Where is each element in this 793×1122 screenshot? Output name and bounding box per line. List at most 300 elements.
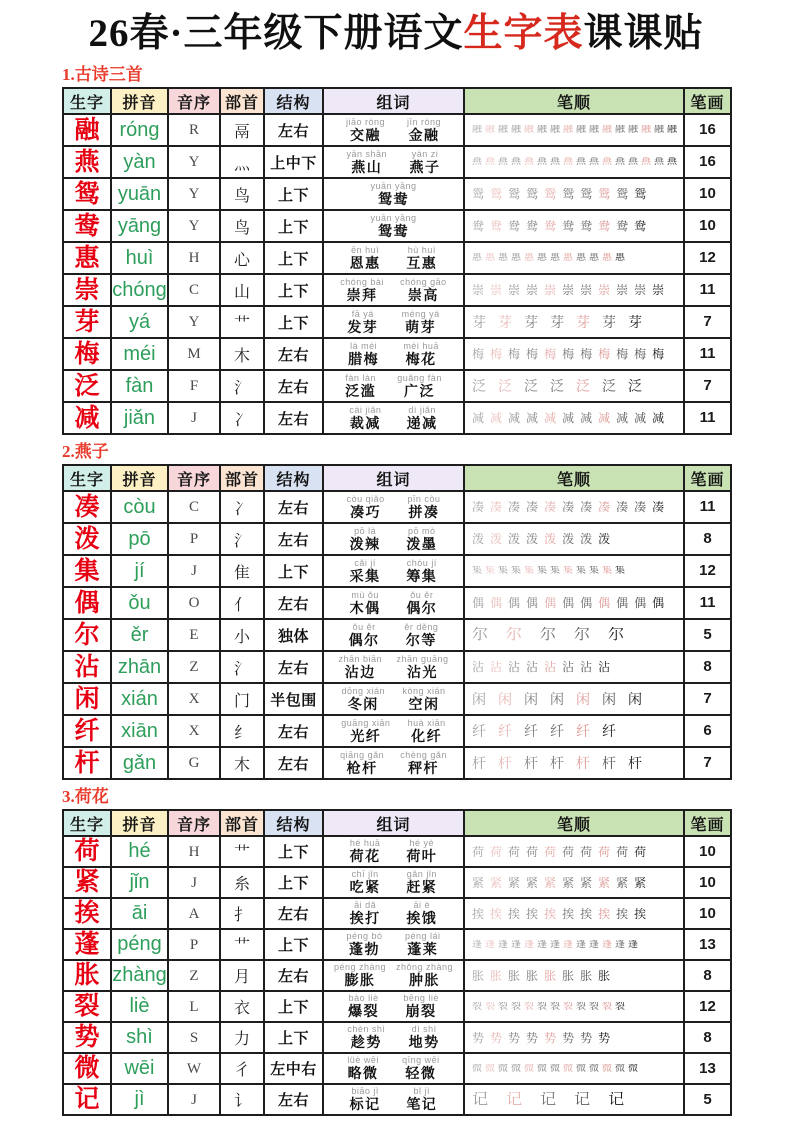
- initial-letter: F: [189, 378, 199, 394]
- word-text: 泼墨: [406, 535, 438, 552]
- stroke-step-glyph: 燕: [641, 157, 651, 167]
- stroke-order-sequence: [465, 627, 683, 643]
- initial-cell: [168, 1084, 220, 1115]
- stroke-step-glyph: 减: [562, 412, 575, 424]
- radical-text: 彳: [233, 1062, 250, 1079]
- structure-text: 上下: [277, 563, 309, 581]
- stroke-order-sequence: [465, 157, 683, 167]
- word-pinyin: yàn zi: [411, 148, 439, 159]
- stroke-step-glyph: 减: [508, 412, 521, 424]
- word-list: [324, 591, 463, 616]
- stroke-order-cell: [464, 836, 684, 867]
- word-text: 笔记: [406, 1096, 438, 1112]
- words-cell: [323, 1053, 464, 1084]
- stroke-order-cell: [464, 929, 684, 960]
- radical-text: 鸟: [233, 187, 250, 205]
- char-cell: [63, 747, 111, 779]
- stroke-order-cell: [464, 242, 684, 274]
- words-cell: [323, 898, 464, 929]
- word-pinyin: ǒu ěr: [352, 621, 376, 632]
- stroke-step-glyph: 泛: [498, 379, 512, 393]
- words-cell: [323, 242, 464, 274]
- words-cell: [323, 960, 464, 991]
- stroke-count-cell: [684, 274, 731, 306]
- stroke-step-glyph: 减: [652, 412, 665, 424]
- initial-cell: [168, 651, 220, 683]
- structure-text: 左右: [277, 410, 309, 428]
- word-text: 崩裂: [405, 1003, 437, 1019]
- word-list: [324, 278, 463, 303]
- word-pinyin: cǎi jí: [354, 557, 376, 568]
- stroke-order-cell: [464, 178, 684, 210]
- radical-cell: [220, 747, 264, 779]
- word-list: [324, 870, 463, 895]
- stroke-order-sequence: [465, 533, 683, 545]
- radical-cell: [220, 898, 264, 929]
- lesson-section: [62, 442, 793, 780]
- structure-text: 上下: [277, 186, 309, 204]
- word-list: [324, 118, 463, 143]
- word-pinyin: yuān yāng: [370, 212, 417, 223]
- pinyin-cell: [111, 555, 168, 587]
- character-row: [63, 146, 731, 178]
- stroke-order-sequence: [465, 1002, 683, 1012]
- stroke-step-glyph: 融: [498, 125, 508, 135]
- stroke-step-glyph: 纤: [472, 724, 486, 738]
- word-pair: [402, 1056, 440, 1081]
- structure-text: 左右: [277, 906, 309, 923]
- word-pinyin: dōng xián: [341, 685, 386, 696]
- structure-cell: [264, 402, 323, 434]
- stroke-order-sequence: [465, 1092, 683, 1108]
- stroke-step-glyph: 融: [589, 125, 599, 135]
- stroke-step-glyph: 杆: [576, 756, 590, 770]
- stroke-step-glyph: 势: [526, 1031, 539, 1044]
- word-text: 递减: [406, 414, 438, 431]
- stroke-order-sequence: [465, 284, 683, 296]
- stroke-order-cell: [464, 210, 684, 242]
- character-row: [63, 242, 731, 274]
- word-list: [324, 150, 463, 175]
- word-pinyin: gǎn jǐn: [406, 869, 437, 879]
- stroke-step-glyph: 紧: [598, 876, 611, 889]
- stroke-step-glyph: 裂: [537, 1001, 547, 1012]
- stroke-step-glyph: 挨: [634, 907, 647, 920]
- radical-text: 讠: [233, 1093, 250, 1110]
- char-cell: [63, 306, 111, 338]
- word-pinyin: cái jiǎn: [349, 404, 382, 415]
- word-pinyin: huà xiān: [407, 717, 446, 728]
- stroke-count: 7: [703, 754, 712, 771]
- structure-cell: [264, 146, 323, 178]
- stroke-count: 11: [699, 281, 716, 298]
- stroke-step-glyph: 蓬: [550, 939, 560, 950]
- pinyin-cell: [111, 683, 168, 715]
- stroke-step-glyph: 燕: [472, 157, 482, 167]
- radical-cell: [220, 1022, 264, 1053]
- stroke-step-glyph: 偶: [472, 597, 485, 609]
- initial-cell: [168, 747, 220, 779]
- stroke-step-glyph: 荷: [490, 845, 503, 858]
- characters-table: [62, 464, 732, 780]
- stroke-step-glyph: 燕: [550, 157, 560, 167]
- stroke-step-glyph: 梅: [634, 348, 647, 360]
- word-pair: [341, 719, 390, 744]
- pinyin-cell: [111, 178, 168, 210]
- char-cell: [63, 715, 111, 747]
- word-list: [324, 559, 463, 584]
- word-list: [324, 1087, 463, 1112]
- word-pair: [338, 655, 382, 680]
- word-pinyin: zhān guāng: [396, 653, 449, 664]
- stroke-order-sequence: [465, 877, 683, 889]
- word-text: 荷花: [349, 848, 381, 864]
- structure-cell: [264, 867, 323, 898]
- stroke-step-glyph: 融: [472, 125, 482, 135]
- word-list: [324, 495, 463, 520]
- character-text: 胀: [74, 962, 100, 989]
- stroke-step-glyph: 泛: [472, 379, 486, 393]
- words-cell: [323, 651, 464, 683]
- stroke-order-sequence: [465, 1064, 683, 1074]
- structure-cell: [264, 242, 323, 274]
- stroke-count: 11: [699, 498, 716, 515]
- characters-table: [62, 809, 732, 1116]
- word-pinyin: chèn shì: [347, 1024, 386, 1034]
- pinyin-text: xián: [121, 687, 158, 710]
- stroke-step-glyph: 泼: [490, 533, 503, 545]
- word-pinyin: hé yè: [409, 838, 435, 848]
- word-pinyin: méi huā: [403, 340, 439, 351]
- stroke-step-glyph: 微: [524, 1063, 534, 1074]
- stroke-step-glyph: 融: [550, 125, 560, 135]
- stroke-step-glyph: 闲: [550, 692, 564, 706]
- pinyin-cell: [111, 960, 168, 991]
- stroke-step-glyph: 鸯: [490, 220, 503, 232]
- word-pinyin: lüè wēi: [347, 1055, 379, 1065]
- word-pinyin: là méi: [350, 340, 378, 351]
- stroke-step-glyph: 惠: [563, 253, 573, 263]
- stroke-step-glyph: 芽: [498, 315, 512, 329]
- stroke-count-cell: [684, 747, 731, 779]
- character-row: [63, 370, 731, 402]
- word-pinyin: qiāng gǎn: [340, 749, 385, 760]
- word-pair: [340, 278, 384, 303]
- radical-text: 门: [233, 692, 250, 710]
- words-cell: [323, 1022, 464, 1053]
- radical-text: 衣: [233, 1000, 250, 1017]
- word-pair: [350, 1087, 381, 1112]
- radical-text: 氵: [233, 532, 250, 550]
- character-text: 泼: [74, 525, 100, 553]
- character-text: 尔: [74, 621, 100, 649]
- word-pair: [350, 246, 381, 271]
- structure-cell: [264, 1053, 323, 1084]
- word-pair: [347, 1025, 385, 1050]
- character-row: [63, 747, 731, 779]
- stroke-step-glyph: 挨: [598, 907, 611, 920]
- word-pinyin: péng lái: [404, 931, 441, 941]
- word-list: [324, 406, 463, 431]
- word-text: 交融: [349, 126, 381, 143]
- stroke-step-glyph: 鸳: [490, 188, 503, 200]
- word-text: 荷叶: [406, 848, 438, 864]
- stroke-step-glyph: 鸯: [616, 220, 629, 232]
- stroke-step-glyph: 荷: [526, 845, 539, 858]
- stroke-step-glyph: 梅: [616, 348, 629, 360]
- word-text: 冬闲: [347, 695, 379, 712]
- radical-text: 心: [233, 251, 250, 269]
- word-pinyin: zhān biān: [338, 653, 383, 664]
- char-cell: [63, 898, 111, 929]
- stroke-step-glyph: 记: [540, 1091, 557, 1108]
- stroke-step-glyph: 融: [576, 125, 586, 135]
- stroke-count-cell: [684, 683, 731, 715]
- col-header-stroke_order: 笔顺: [464, 465, 684, 491]
- col-header-char: 生字: [63, 465, 111, 491]
- words-cell: [323, 747, 464, 779]
- stroke-step-glyph: 鸳: [616, 188, 629, 200]
- stroke-order-cell: [464, 683, 684, 715]
- structure-text: 左右: [277, 531, 309, 549]
- stroke-step-glyph: 微: [550, 1063, 560, 1074]
- stroke-step-glyph: 杆: [472, 756, 486, 770]
- pinyin-cell: [111, 715, 168, 747]
- col-header-words: 组词: [323, 88, 464, 114]
- word-list: [324, 182, 463, 207]
- stroke-step-glyph: 凑: [598, 501, 611, 513]
- stroke-step-glyph: 胀: [562, 969, 575, 982]
- stroke-step-glyph: 胀: [490, 969, 503, 982]
- stroke-count-cell: [684, 867, 731, 898]
- word-pinyin: mù ǒu: [351, 589, 379, 600]
- stroke-step-glyph: 势: [490, 1031, 503, 1044]
- stroke-order-sequence: [465, 315, 683, 329]
- stroke-step-glyph: 融: [667, 125, 677, 135]
- pinyin-text: róng: [119, 118, 160, 141]
- word-list: [324, 963, 463, 988]
- word-pair: [348, 994, 379, 1019]
- character-text: 裂: [74, 993, 100, 1020]
- stroke-step-glyph: 凑: [508, 501, 521, 513]
- radical-text: 艹: [233, 315, 250, 333]
- words-cell: [323, 338, 464, 370]
- word-pinyin: fàn làn: [345, 372, 376, 383]
- pinyin-text: yāng: [117, 214, 162, 237]
- word-pinyin: fā yá: [351, 308, 374, 319]
- word-list: [324, 623, 463, 648]
- stroke-step-glyph: 融: [524, 125, 534, 135]
- word-pair: [350, 839, 381, 864]
- stroke-step-glyph: 凑: [580, 501, 593, 513]
- col-header-radical: 部首: [220, 88, 264, 114]
- radical-text: 月: [233, 969, 250, 986]
- structure-cell: [264, 1084, 323, 1115]
- radical-cell: [220, 523, 264, 555]
- stroke-step-glyph: 惠: [615, 253, 625, 263]
- stroke-step-glyph: 紧: [490, 876, 503, 889]
- pinyin-cell: [111, 1053, 168, 1084]
- stroke-step-glyph: 胀: [526, 969, 539, 982]
- stroke-count-cell: [684, 338, 731, 370]
- radical-cell: [220, 242, 264, 274]
- stroke-step-glyph: 胀: [598, 969, 611, 982]
- word-pinyin: ēn huì: [351, 244, 380, 255]
- initial-letter: H: [188, 250, 200, 266]
- initial-cell: [168, 242, 220, 274]
- words-cell: [323, 555, 464, 587]
- stroke-order-cell: [464, 1084, 684, 1115]
- stroke-order-sequence: [465, 597, 683, 609]
- stroke-count: 10: [699, 904, 716, 922]
- stroke-step-glyph: 闲: [472, 692, 486, 706]
- word-pinyin: hù huì: [407, 244, 436, 255]
- initial-letter: W: [186, 1060, 202, 1077]
- stroke-step-glyph: 记: [608, 1091, 625, 1108]
- stroke-step-glyph: 蓬: [485, 939, 495, 950]
- word-pair: [409, 1025, 440, 1050]
- char-cell: [63, 683, 111, 715]
- pinyin-text: yàn: [123, 150, 156, 173]
- character-row: [63, 587, 731, 619]
- stroke-order-cell: [464, 1053, 684, 1084]
- stroke-count-cell: [684, 1084, 731, 1115]
- section-label: 1.古诗三首: [62, 65, 143, 84]
- initial-cell: [168, 370, 220, 402]
- stroke-step-glyph: 荷: [562, 845, 575, 858]
- char-cell: [63, 114, 111, 146]
- word-pair: [350, 870, 381, 895]
- stroke-step-glyph: 微: [589, 1063, 599, 1074]
- pinyin-cell: [111, 619, 168, 651]
- radical-text: 力: [233, 1031, 250, 1048]
- word-pinyin: dì jiǎn: [408, 404, 436, 415]
- stroke-step-glyph: 燕: [654, 157, 664, 167]
- stroke-step-glyph: 减: [598, 412, 611, 424]
- stroke-order-sequence: [465, 692, 683, 706]
- stroke-step-glyph: 燕: [498, 157, 508, 167]
- col-header-char: 生字: [63, 88, 111, 114]
- structure-text: 上下: [277, 875, 309, 892]
- stroke-step-glyph: 荷: [544, 845, 557, 858]
- word-pinyin: āi dǎ: [354, 900, 377, 910]
- radical-cell: [220, 929, 264, 960]
- stroke-step-glyph: 微: [472, 1063, 482, 1074]
- pinyin-cell: [111, 867, 168, 898]
- stroke-count: 13: [699, 1059, 716, 1077]
- stroke-step-glyph: 挨: [616, 907, 629, 920]
- radical-cell: [220, 587, 264, 619]
- structure-text: 左右: [277, 346, 309, 364]
- stroke-step-glyph: 蓬: [576, 939, 586, 950]
- stroke-step-glyph: 蓬: [615, 939, 625, 950]
- word-pair: [407, 495, 440, 520]
- stroke-step-glyph: 集: [537, 566, 547, 576]
- stroke-step-glyph: 凑: [544, 501, 557, 513]
- radical-text: 氵: [233, 379, 250, 397]
- character-text: 杆: [74, 749, 100, 777]
- stroke-step-glyph: 荷: [508, 845, 521, 858]
- radical-cell: [220, 1084, 264, 1115]
- char-cell: [63, 619, 111, 651]
- word-pair: [350, 901, 381, 926]
- stroke-step-glyph: 减: [634, 412, 647, 424]
- character-row: [63, 619, 731, 651]
- initial-cell: [168, 114, 220, 146]
- word-text: 挨打: [349, 910, 381, 926]
- stroke-step-glyph: 势: [508, 1031, 521, 1044]
- initial-letter: L: [189, 998, 199, 1015]
- stroke-step-glyph: 凑: [472, 501, 485, 513]
- word-pair: [408, 719, 446, 744]
- initial-cell: [168, 306, 220, 338]
- stroke-step-glyph: 梅: [508, 348, 521, 360]
- words-cell: [323, 929, 464, 960]
- radical-text: 纟: [233, 724, 250, 742]
- radical-text: 氵: [233, 660, 250, 678]
- radical-cell: [220, 178, 264, 210]
- stroke-step-glyph: 鸳: [598, 188, 611, 200]
- initial-cell: [168, 683, 220, 715]
- stroke-step-glyph: 蓬: [628, 939, 638, 950]
- stroke-step-glyph: 惠: [589, 253, 599, 263]
- word-pinyin: péng bó: [346, 931, 383, 941]
- word-list: [324, 901, 463, 926]
- stroke-step-glyph: 闲: [576, 692, 590, 706]
- structure-cell: [264, 747, 323, 779]
- character-text: 挨: [74, 900, 100, 927]
- stroke-step-glyph: 梅: [490, 348, 503, 360]
- character-row: [63, 114, 731, 146]
- stroke-count: 8: [703, 966, 712, 984]
- words-cell: [323, 523, 464, 555]
- word-pair: [410, 150, 441, 175]
- stroke-step-glyph: 鸯: [580, 220, 593, 232]
- pinyin-text: jǐn: [129, 871, 150, 893]
- radical-text: 隹: [233, 564, 250, 582]
- stroke-step-glyph: 蓬: [537, 939, 547, 950]
- stroke-order-cell: [464, 747, 684, 779]
- initial-letter: Y: [188, 314, 200, 330]
- stroke-count: 11: [699, 345, 716, 362]
- word-text: 蓬莱: [407, 941, 439, 957]
- word-pair: [403, 994, 439, 1019]
- radical-cell: [220, 991, 264, 1022]
- words-cell: [323, 1084, 464, 1115]
- word-pair: [406, 870, 437, 895]
- stroke-count-cell: [684, 491, 731, 523]
- stroke-step-glyph: 鸳: [562, 188, 575, 200]
- structure-cell: [264, 523, 323, 555]
- stroke-step-glyph: 挨: [526, 907, 539, 920]
- pinyin-cell: [111, 898, 168, 929]
- radical-cell: [220, 491, 264, 523]
- character-text: 沾: [74, 653, 100, 681]
- character-row: [63, 651, 731, 683]
- initial-letter: J: [191, 410, 197, 426]
- word-text: 金融: [408, 126, 440, 143]
- stroke-step-glyph: 杆: [602, 756, 616, 770]
- word-text: 略微: [347, 1065, 379, 1081]
- structure-text: 左右: [277, 122, 309, 140]
- stroke-step-glyph: 惠: [537, 253, 547, 263]
- pinyin-text: jiǎn: [123, 406, 156, 429]
- stroke-step-glyph: 纤: [602, 724, 616, 738]
- stroke-count-cell: [684, 242, 731, 274]
- structure-text: 左右: [277, 755, 309, 773]
- structure-cell: [264, 929, 323, 960]
- stroke-step-glyph: 记: [472, 1091, 489, 1108]
